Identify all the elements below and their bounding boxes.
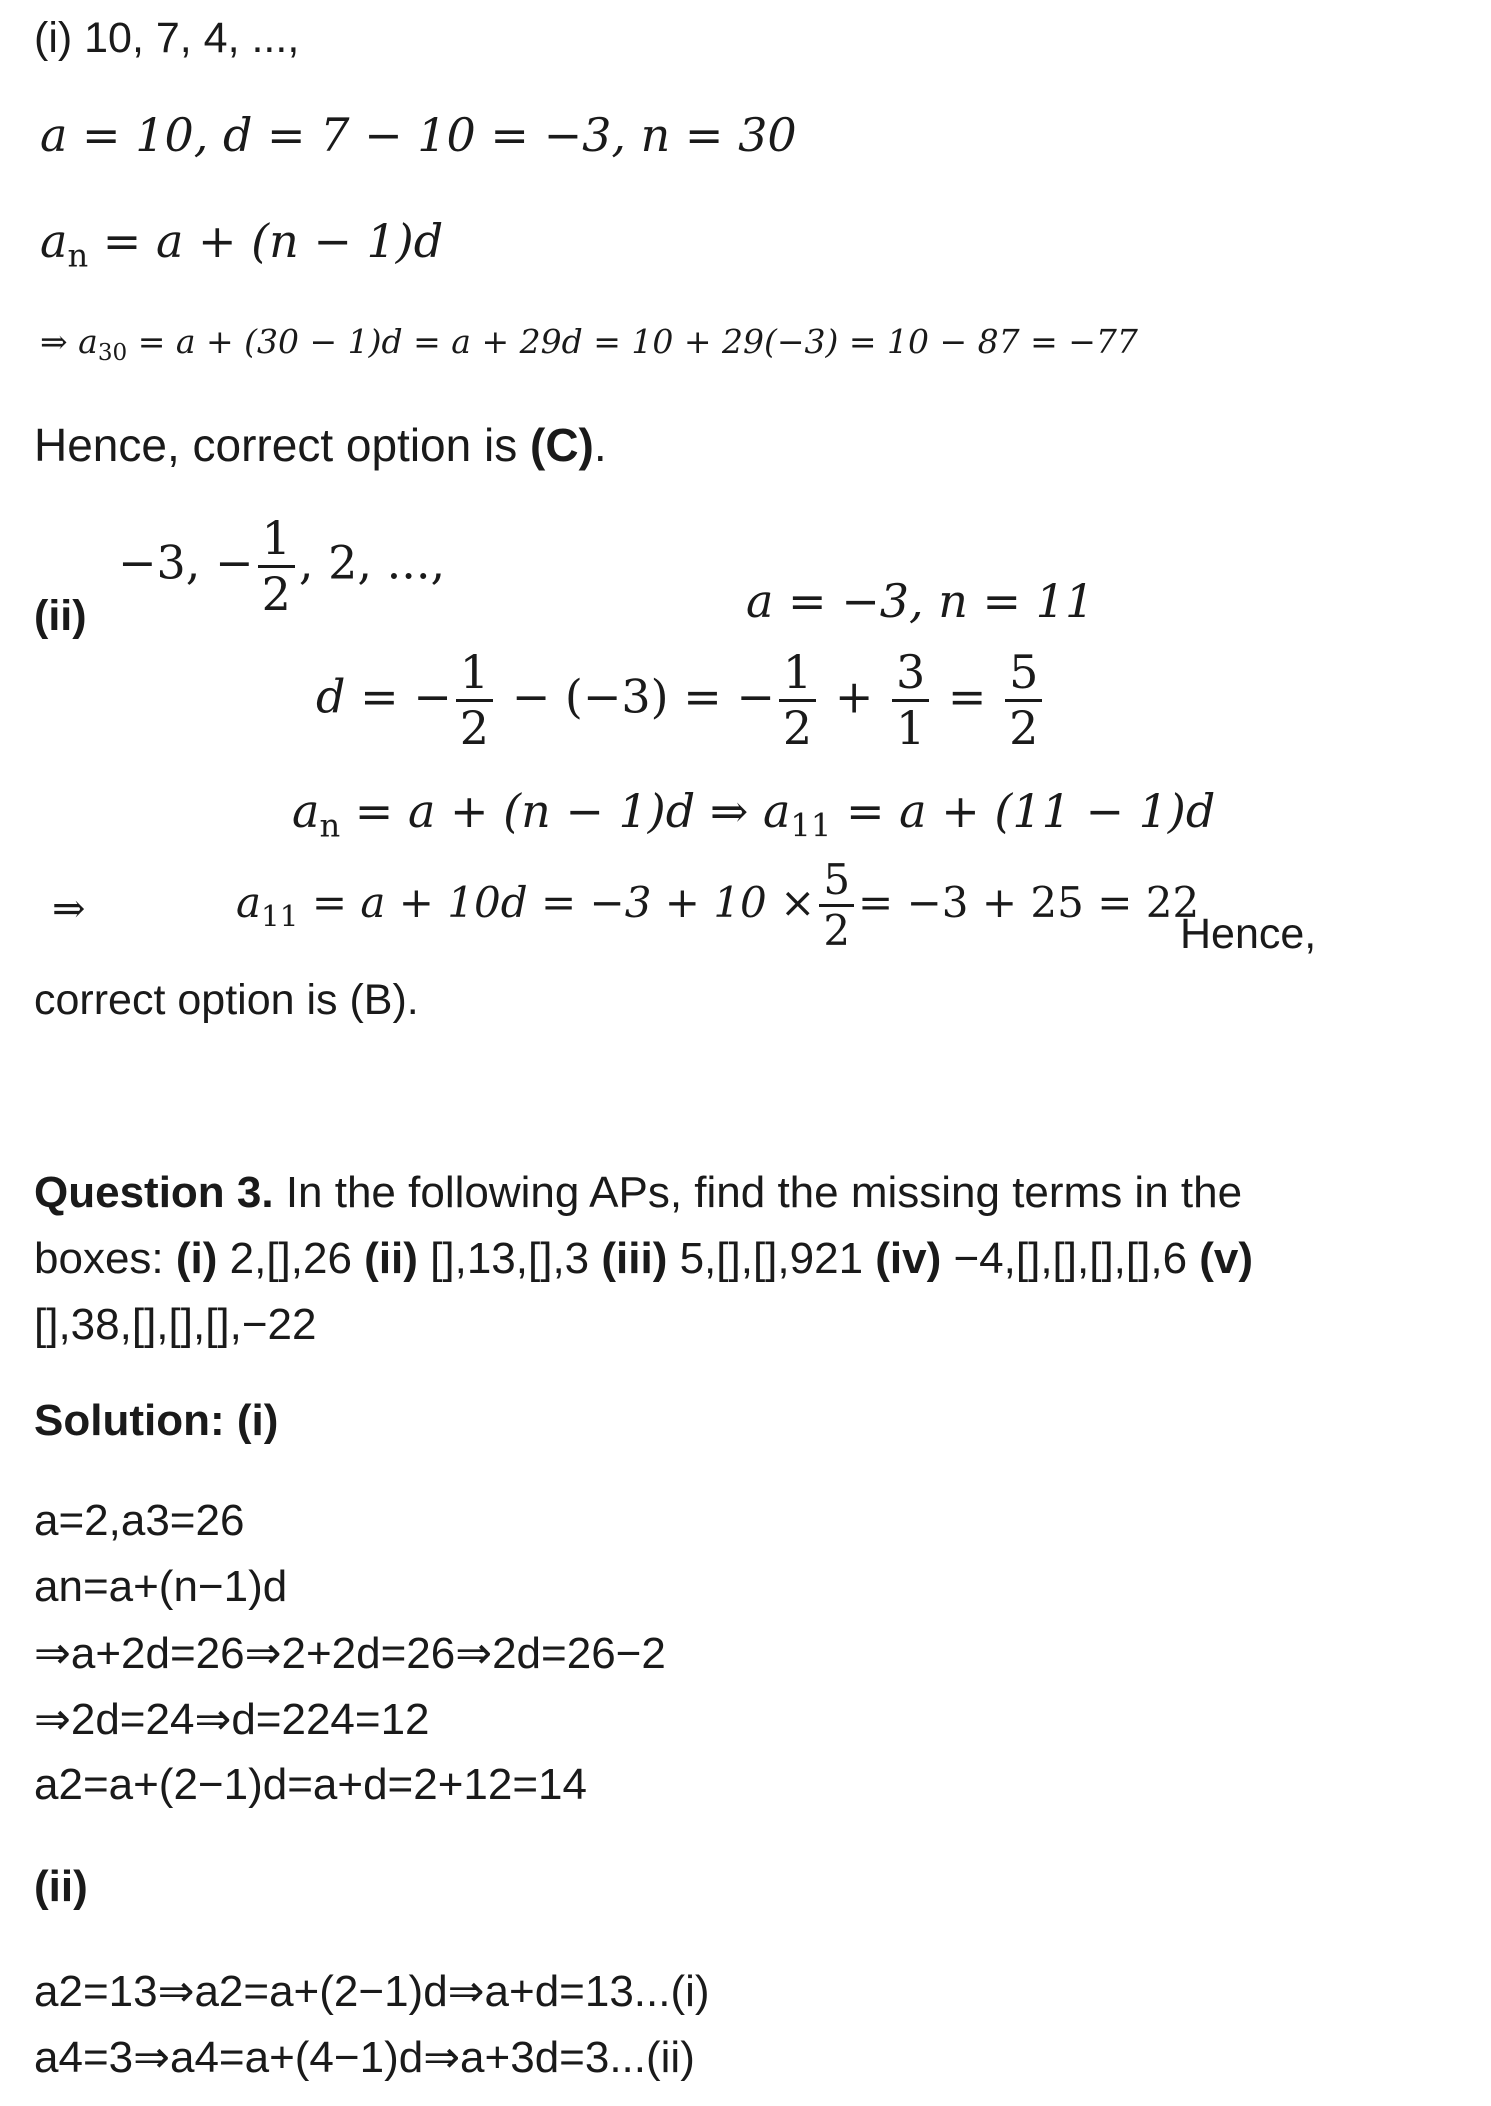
fraction-numerator: 5: [1005, 646, 1042, 702]
a11-fraction: [819, 856, 854, 956]
fraction-denominator: 1: [895, 700, 926, 755]
fraction-denominator: 2: [823, 906, 851, 956]
fraction-denominator: 2: [782, 700, 813, 755]
fraction-numerator: 5: [819, 856, 854, 907]
part-label-i: (i): [175, 1234, 218, 1283]
part-text-iii: 5,[],[],921: [667, 1234, 876, 1283]
part-i-conclusion-end: .: [593, 419, 607, 471]
fraction-numerator: 3: [892, 646, 929, 702]
d-fraction-3: [892, 646, 929, 755]
a11-line-first: = a + 10d = −3 + 10 ×: [311, 877, 816, 927]
part-ii-d-equation: d = − $\frac{1}{2}$ − (−3) = − $\frac{1}{2}$ + $\frac{3}{1}$ = $\frac{5}{2}$: [316, 646, 1046, 755]
part-ii-conclusion: correct option is (B).: [34, 976, 419, 1024]
part-ii-hence: Hence,: [1180, 910, 1317, 958]
part-label-v: (v): [1199, 1234, 1254, 1283]
an-line-second: = a + (11 − 1)d: [846, 784, 1216, 838]
d-fraction-4: [1005, 646, 1042, 755]
part-i-derivation-rhs: = a + (30 − 1)d = a + 29d = 10 + 29(−3) = 10 − 87 = −77: [137, 322, 1138, 361]
solution-heading: Solution: (i): [34, 1396, 279, 1445]
question-3-line-2: [34, 1234, 1253, 1284]
part-i-conclusion: [34, 418, 607, 472]
solution-i-line-1: a=2,a3=26: [34, 1496, 245, 1545]
solution-i-line-3: ⇒a+2d=26⇒2+2d=26⇒2d=26−2: [34, 1629, 666, 1678]
part-ii-an-line: $a_n = a + (n - 1)d$ ⇒ $a_{11} = a + (11 - 1)d$: [292, 784, 1216, 845]
fraction-numerator: 1: [779, 646, 816, 702]
question-3-line-3: [],38,[],[],[],−22: [34, 1300, 317, 1349]
solution-ii-line-2: a4=3⇒a4=a+(4−1)d⇒a+3d=3...(ii): [34, 2033, 695, 2082]
an-line-first: = a + (n − 1)d ⇒: [354, 784, 749, 838]
part-text-ii: [],13,[],3: [417, 1234, 602, 1283]
d-fraction-1: [456, 646, 493, 755]
part-ii-seq-start: −3, −: [118, 535, 254, 590]
part-ii-sequence: [118, 512, 445, 621]
part-i-option: (C): [530, 419, 594, 471]
part-ii-seq-end: , 2, ...,: [298, 535, 446, 590]
d-eq-middle: − (−3) = −: [511, 669, 775, 724]
d-eq-equals: =: [947, 669, 987, 724]
d-eq-start: = −: [360, 669, 452, 724]
part-label-ii: (ii): [364, 1234, 418, 1283]
question-intro: In the following APs, find the missing terms in the: [273, 1168, 1243, 1217]
fraction-denominator: 2: [261, 566, 291, 621]
solution-ii-label: (ii): [34, 1862, 88, 1911]
part-ii-seq-fraction: [258, 512, 295, 621]
d-fraction-2: [779, 646, 816, 755]
part-text-iv: −4,[],[],[],[],6: [941, 1234, 1200, 1283]
part-label-iv: (iv): [875, 1234, 942, 1283]
a11-line-end: = −3 + 25 = 22: [858, 877, 1200, 927]
part-text-i: 2,[],26: [217, 1234, 365, 1283]
part-ii-a11-line: $a_{11} = a + 10d = -3 + 10$ × $\frac{5}{2}$ = −3 + 25 = 22: [236, 855, 1200, 956]
part-i-given: a = 10, d = 7 − 10 = −3, n = 30: [40, 108, 797, 162]
fraction-denominator: 2: [1009, 700, 1039, 755]
solution-i-line-2: an=a+(n−1)d: [34, 1562, 288, 1611]
question-heading: Question 3.: [34, 1168, 274, 1217]
part-label-iii: (iii): [601, 1234, 668, 1283]
fraction-numerator: 1: [258, 512, 295, 568]
question-3-line-1: [34, 1168, 1242, 1218]
part-i-conclusion-text: Hence, correct option is: [34, 419, 531, 471]
part-ii-arrow: ⇒: [52, 886, 86, 932]
fraction-denominator: 2: [459, 700, 490, 755]
part-i-formula: $a_n = a + (n - 1)d$: [40, 214, 444, 275]
part-i-derivation: ⇒ $a_{30} = a + (30 - 1)d = a + 29d = 10 + 29(-3) = 10 - 87 = -77$: [40, 322, 1138, 366]
solution-ii-line-1: a2=13⇒a2=a+(2−1)d⇒a+d=13...(i): [34, 1967, 710, 2016]
solution-i-line-4: ⇒2d=24⇒d=224=12: [34, 1695, 430, 1744]
part-i-formula-rhs: = a + (n − 1)d: [102, 214, 444, 268]
d-eq-plus: +: [834, 669, 874, 724]
question-boxes-label: boxes:: [34, 1234, 176, 1283]
part-ii-given: a = −3, n = 11: [746, 574, 1095, 628]
part-ii-label: (ii): [34, 592, 87, 640]
fraction-numerator: 1: [456, 646, 493, 702]
solution-i-line-5: a2=a+(2−1)d=a+d=2+12=14: [34, 1760, 587, 1809]
part-i-sequence: (i) 10, 7, 4, ...,: [34, 14, 300, 62]
